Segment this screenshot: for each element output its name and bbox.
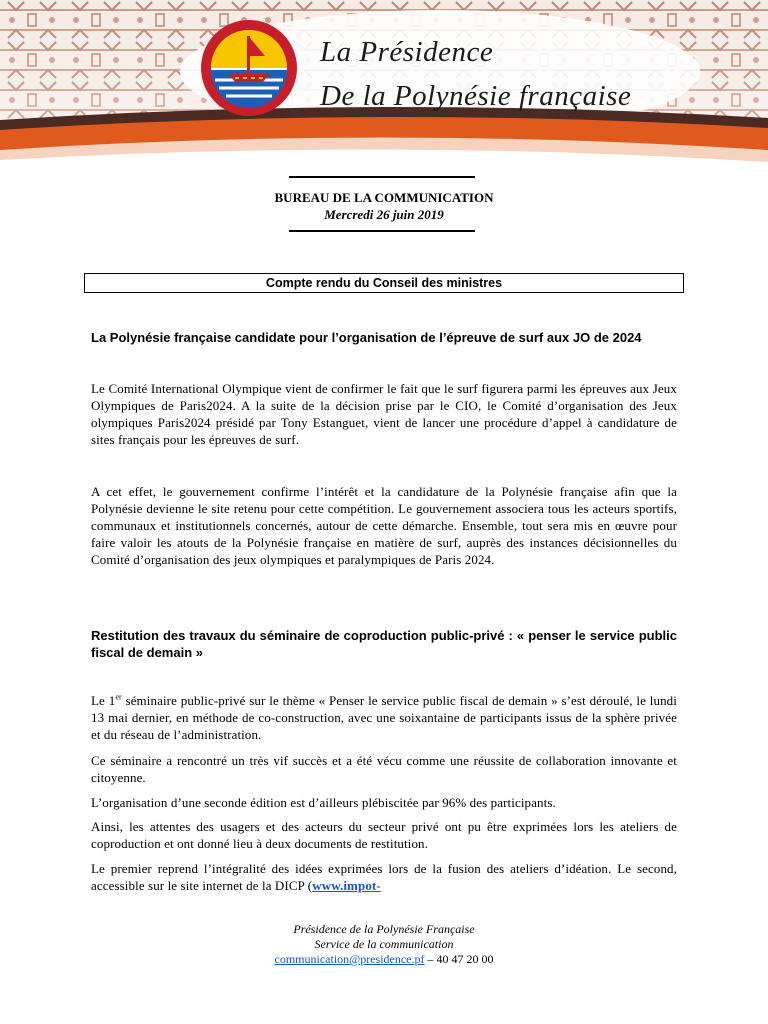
section-2-paragraph-4: Ainsi, les attentes des usagers et des acteurs du secteur privé ont pu être exprimées lors les ateliers de coproduction et ont donné lieu à deux documents de restitution. [91,819,677,851]
impot-website-link[interactable]: www.impot- [312,878,381,893]
divider-bottom [289,230,475,232]
section-1-paragraph-1: Le Comité International Olympique vient de confirmer le fait que le surf figurera parmi les épreuves aux Jeux Olympiques de Paris2024. A la suite de la décision prise par le CIO, le Comité d’organisation des Jeux olympiques Paris2024 présidé par Tony Estanguet, vient de lancer une procédure d’appel à candidature de sites français pour les épreuves de surf. [91,381,677,447]
section-2-paragraph-2: Ce séminaire a rencontré un très vif succès et a été vécu comme une réussite de collaboration innovante et citoyenne. [91,753,677,785]
bureau-title: BUREAU DE LA COMMUNICATION [274,190,494,205]
section-2-heading: Restitution des travaux du séminaire de coproduction public-privé : « penser le service public fiscal de demain » [91,628,677,660]
footer-phone: – 40 47 20 00 [424,952,494,966]
section-2-paragraph-1 [91,692,677,743]
footer-email-link[interactable]: communication@presidence.pf [274,952,425,966]
release-date: Mercredi 26 juin 2019 [324,207,444,222]
section-2-paragraph-5 [91,860,677,894]
letterhead-banner [0,0,768,200]
polynesia-emblem-logo [199,18,299,118]
section-1-paragraph-2: A cet effet, le gouvernement confirme l’intérêt et la candidature de la Polynésie française afin que la Polynésie devienne le site retenu pour cette compétition. Le gouvernement associera tous les acteurs sportifs, communaux et institutionnels concernés, autour de cette démarche. Ensemble, tout sera mis en œuvre pour faire valoir les atouts de la Polynésie française en matière de surf, auprès des instances décisionnelles du Comité d’organisation des jeux olympiques et paralympiques de Paris 2024. [91,484,677,567]
footer-line-2: Service de la communication [314,937,454,951]
p1-prefix: Le 1 [91,693,116,708]
section-box-title: Compte rendu du Conseil des ministres [84,273,684,293]
section-2-paragraph-3: L’organisation d’une seconde édition est d’ailleurs plébiscitée par 96% des participants. [91,795,556,810]
brand-title-line-1: La Présidence [320,36,494,68]
p1-superscript: er [115,692,122,702]
footer [0,922,768,967]
section-1-heading: La Polynésie française candidate pour l’organisation de l’épreuve de surf aux JO de 2024 [91,330,642,345]
brand-title-line-2: De la Polynésie française [320,80,632,112]
p1-rest: séminaire public-privé sur le thème « Penser le service public fiscal de demain » s’est déroulé, le lundi 13 mai dernier, en méthode de co-construction, avec une soixantaine de participants issus de la sphère privée et du réseau de l’administration. [91,693,677,742]
p5-text: Le premier reprend l’intégralité des idées exprimées lors de la fusion des ateliers d’idéation. Le second, accessible sur le site internet de la DICP ( [91,861,677,893]
divider-top [289,176,475,178]
footer-contact [0,952,768,967]
footer-line-1: Présidence de la Polynésie Française [293,922,475,936]
